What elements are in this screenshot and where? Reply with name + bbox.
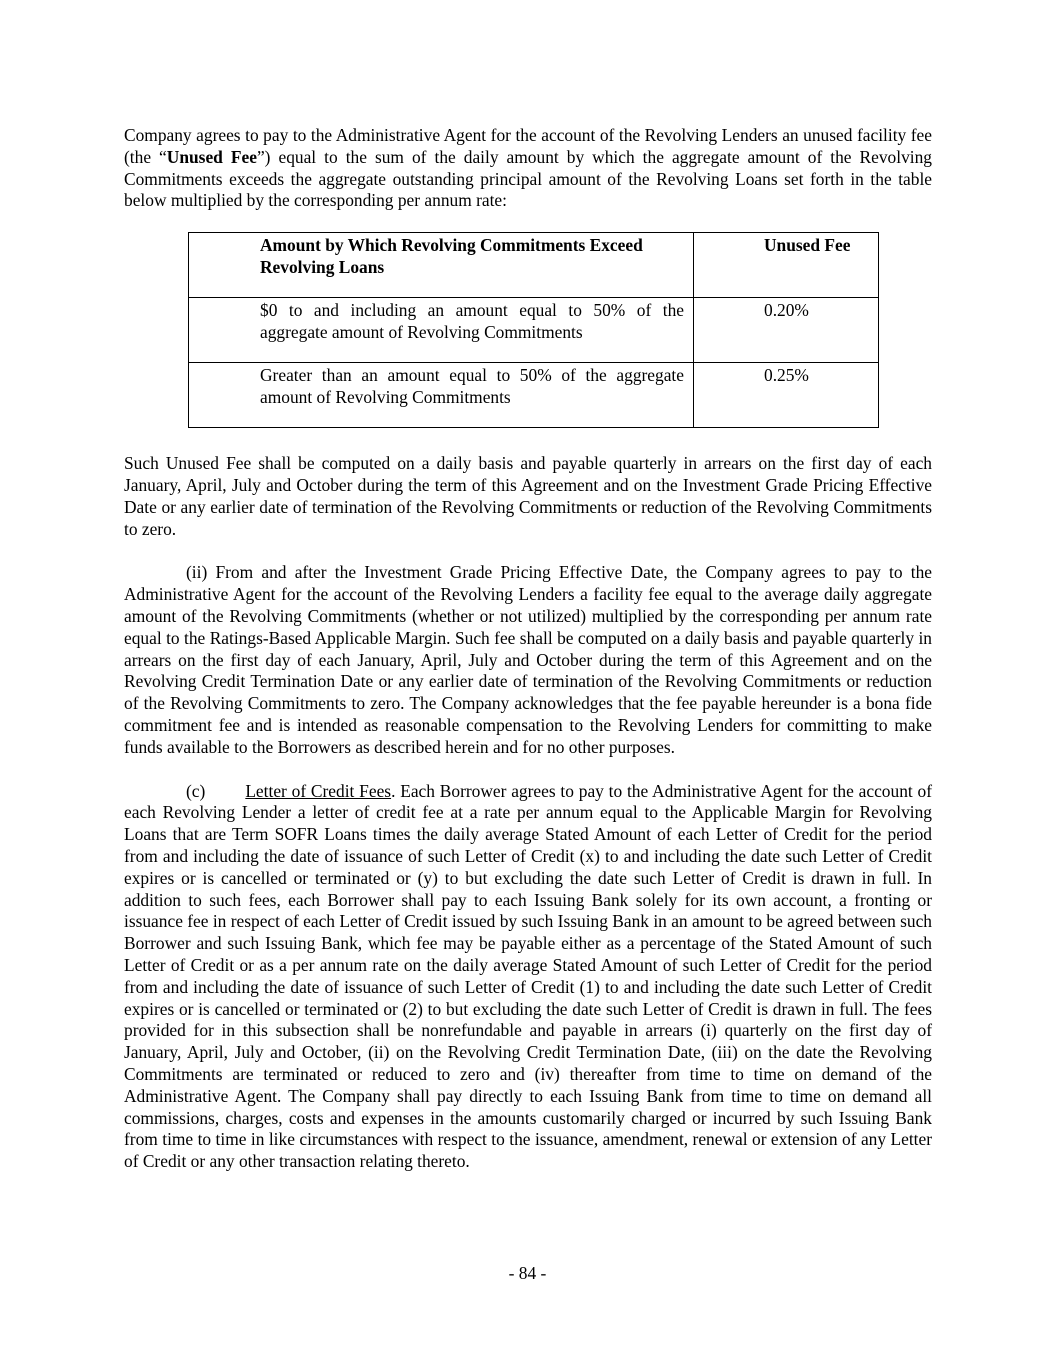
letter-of-credit-fees-paragraph: (c) Letter of Credit Fees. Each Borrower agrees to pay to the Administrative Agent for the account of each Revolving Lender a letter of credit fee at a rate per annum equal to the Applicable Margin for Revolving Loans that are Term SOFR Loans times the daily average Stated Amount of each Letter of Credit for the period from and including the date of issuance of such Letter of Credit (x) to and including the date such Letter of Credit expires or is cancelled or terminated or (y) to but excluding the date such Letter of Credit is drawn in full. In addition to such fees, each Borrower shall pay to each Issuing Bank solely for its own account, a fronting or issuance fee in respect of each Letter of Credit issued by such Issuing Bank in an amount to be agreed between such Borrower and such Issuing Bank, which fee may be payable either as a percentage of the Stated Amount of such Letter of Credit or as a per annum rate on the daily average Stated Amount of such Letter of Credit for the period from and including the date of issuance of such Letter of Credit (1) to and including the date such Letter of Credit expires or is cancelled or terminated or (2) to but excluding the date such Letter of Credit is drawn in full. The fees provided for in this subsection shall be nonrefundable and payable in arrears (i) quarterly on the first day of January, April, July and October, (ii) on the Revolving Credit Termination Date, (iii) on the date the Revolving Commitments are terminated or reduced to zero and (iv) thereafter from time to time on demand of the Administrative Agent. The Company shall pay directly to each Issuing Bank from time to time on demand all commissions, charges, costs and expenses in the amounts customarily charged or incurred by such Issuing Bank from time to time in like circumstances with respect to the issuance, amendment, renewal or extension of any Letter of Credit or any other transaction relating thereto. — [124, 780, 933, 1172]
facility-fee-paragraph: (ii) From and after the Investment Grade Pricing Effective Date, the Company agrees to pay to the Administrative Agent for the account of the Revolving Lenders a facility fee equal to the average daily aggregate amount of the Revolving Commitments (whether or not utilized) multiplied by the corresponding per annum rate equal to the Ratings-Based Applicable Margin. Such fee shall be computed on a daily basis and payable quarterly in arrears on the first day of each January, April, July and October during the term of this Agreement and on the Revolving Credit Termination Date or any earlier date of termination of the Revolving Commitments or reduction of the Revolving Commitments to zero. The Company acknowledges that the fee payable hereunder is a bona fide commitment fee and is intended as reasonable compensation to the Revolving Lenders for committing to make funds available to the Borrowers as described herein and for no other purposes. — [124, 562, 932, 757]
table-header-row — [189, 233, 879, 298]
table-header-fee: Unused Fee — [764, 235, 851, 256]
table-cell-amount: $0 to and including an amount equal to 50% of the aggregate amount of Revolving Commitments — [260, 300, 684, 342]
table-cell-fee: 0.20% — [764, 300, 809, 321]
intro-paragraph: Company agrees to pay to the Administrative Agent for the account of the Revolving Lenders an unused facility fee (the “Unused Fee”) equal to the sum of the daily amount by which the aggregate amount of the Revolving Commitments exceeds the aggregate outstanding principal amount of the Revolving Loans set forth in the table below multiplied by the corresponding per annum rate: — [124, 125, 932, 211]
subsection-marker: (c) — [186, 780, 206, 801]
unused-fee-term: Unused Fee — [166, 146, 257, 167]
section-heading: Letter of Credit Fees — [245, 780, 392, 801]
document-page — [124, 125, 932, 1173]
unused-fee-computation-paragraph: Such Unused Fee shall be computed on a daily basis and payable quarterly in arrears on the first day of each January, April, July and October during the term of this Agreement and on the Investment Grade Pricing Effective Date or any earlier date of termination of the Revolving Commitments or reduction of the Revolving Commitments to zero. — [124, 453, 932, 539]
unused-fee-table — [188, 232, 879, 428]
table-cell-fee: 0.25% — [764, 365, 809, 386]
page-number: - 84 - — [508, 1263, 547, 1283]
table-cell-amount: Greater than an amount equal to 50% of the aggregate amount of Revolving Commitments — [260, 365, 684, 407]
table-row — [189, 363, 879, 428]
table-header-amount: Amount by Which Revolving Commitments Exceed Revolving Loans — [260, 235, 643, 277]
table-row — [189, 298, 879, 363]
